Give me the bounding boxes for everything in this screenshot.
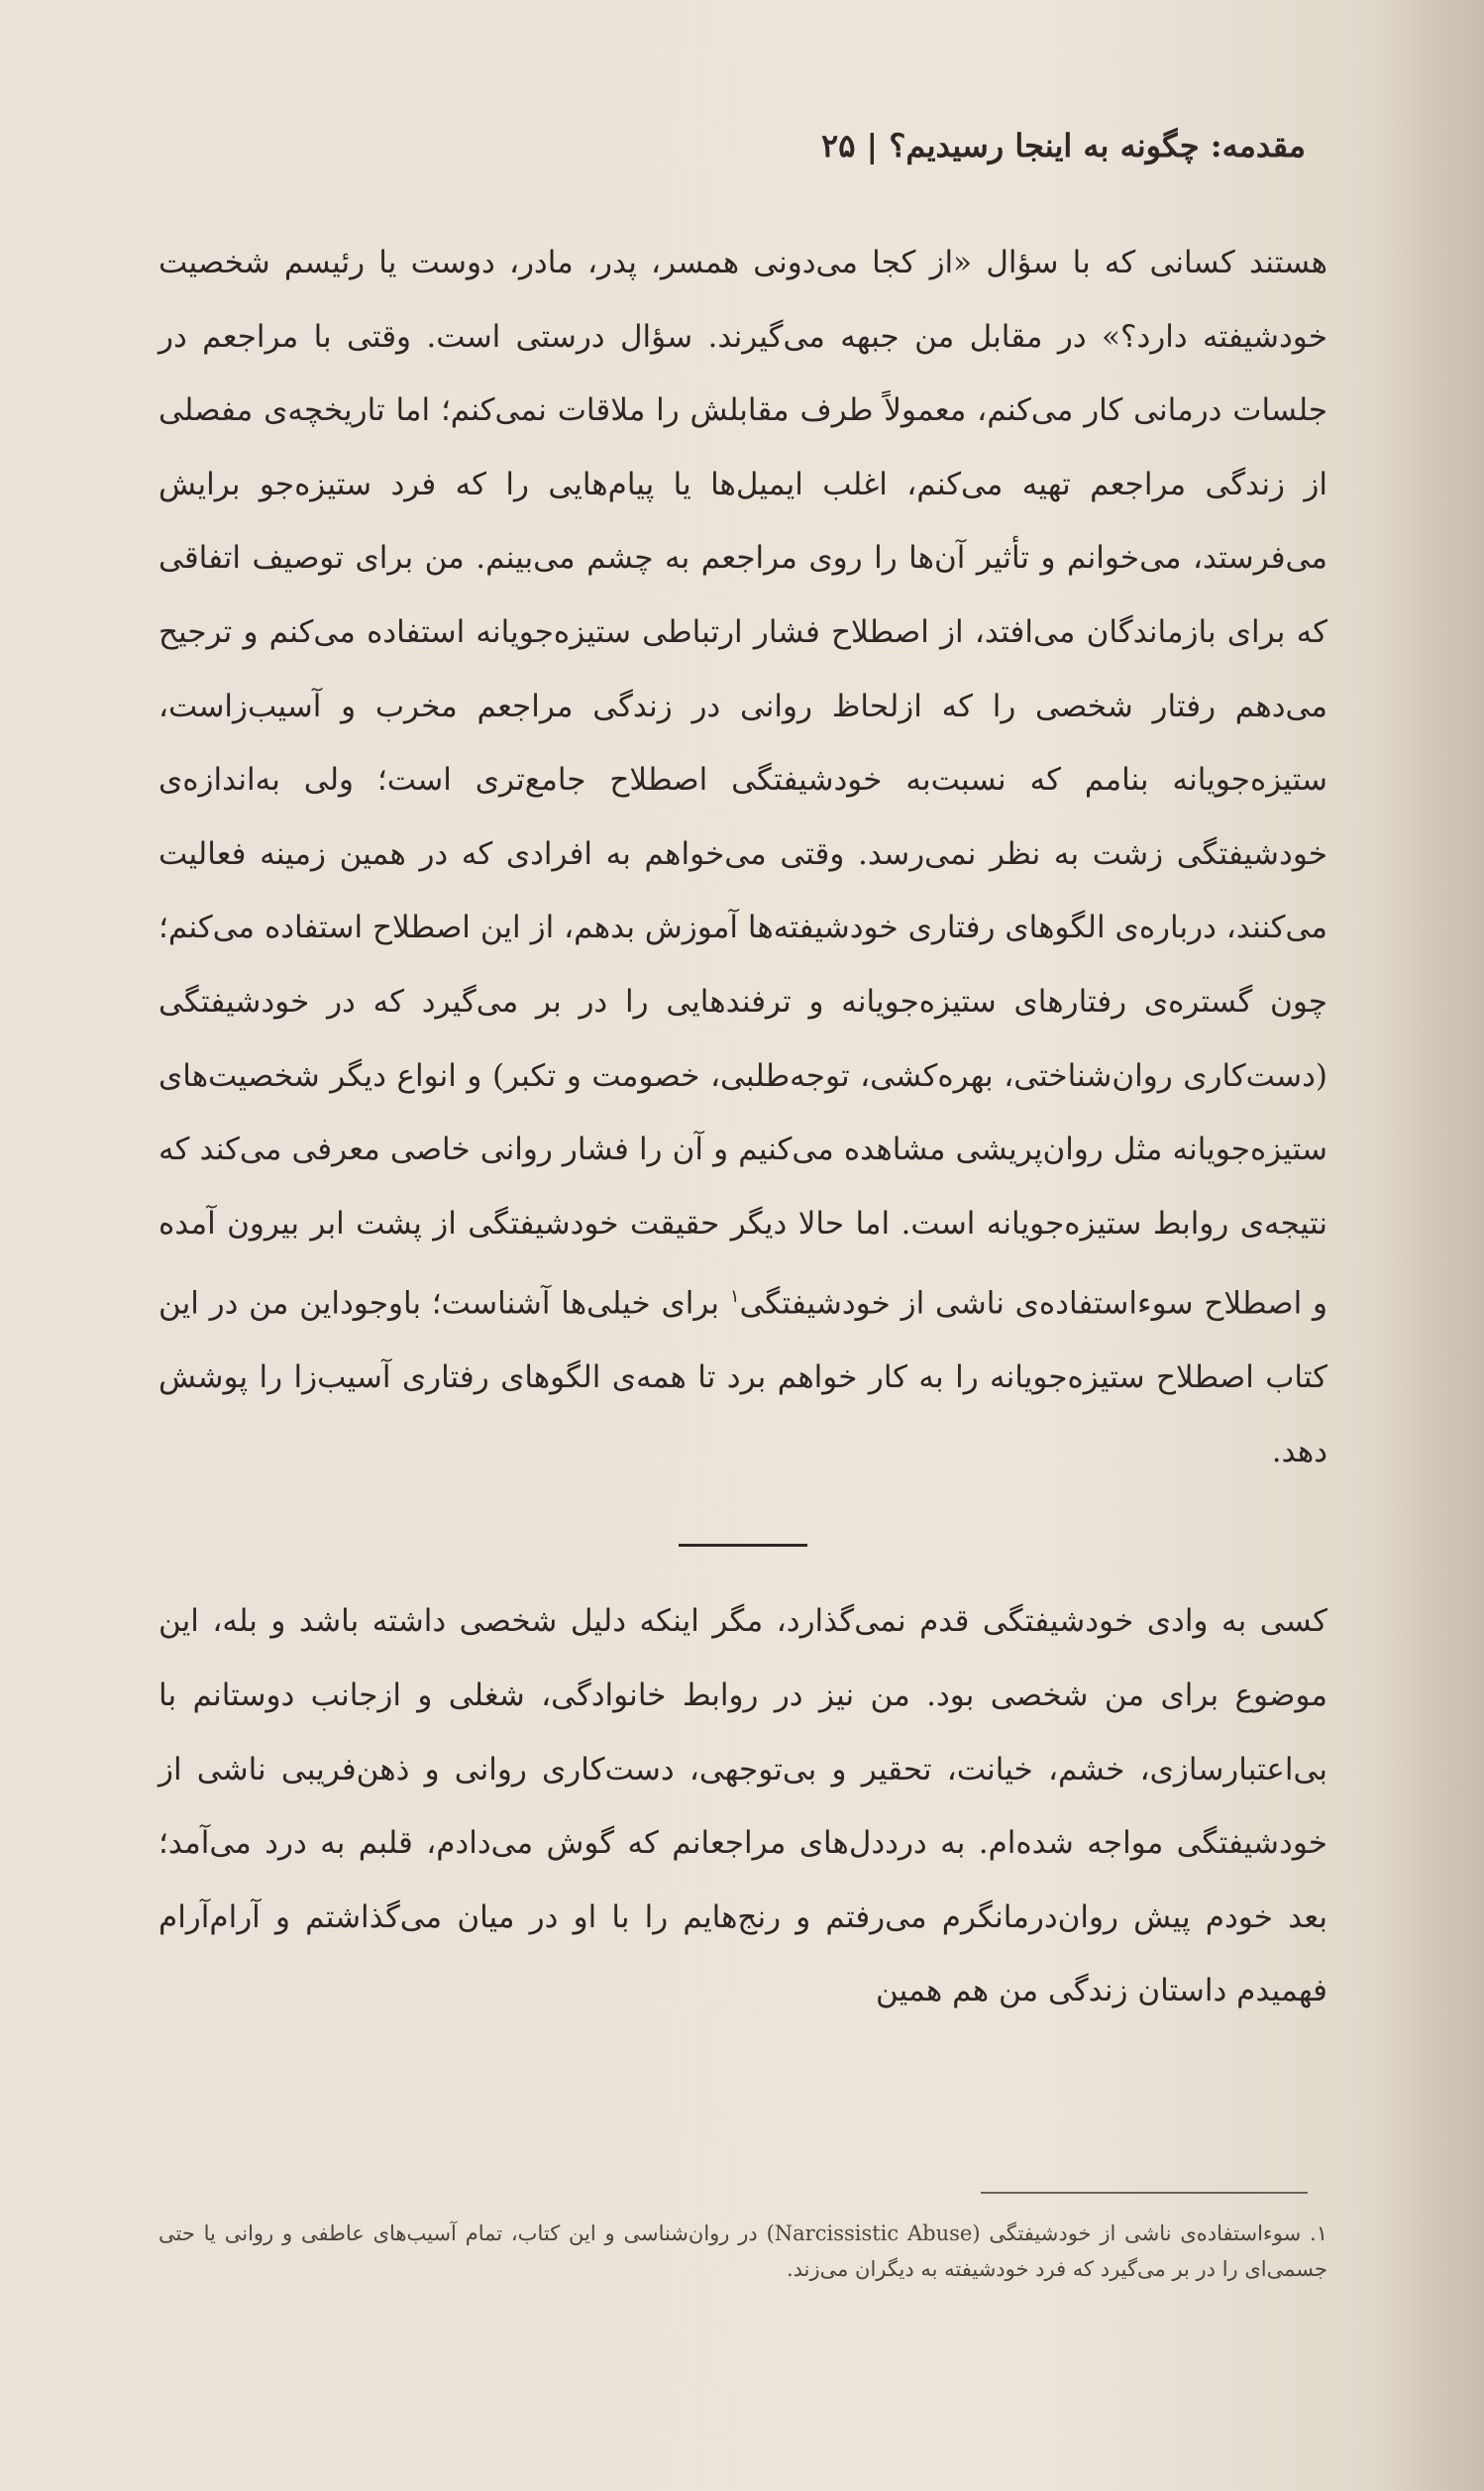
footnote — [159, 2216, 1327, 2287]
footnote-rule — [981, 2192, 1308, 2194]
main-text — [159, 226, 1327, 2028]
running-title: مقدمه: چگونه به اینجا رسیدیم؟ | ۲۵ — [821, 127, 1306, 164]
running-header — [216, 127, 1306, 164]
section-separator — [679, 1544, 807, 1547]
footnote-marker: ۱ — [729, 1286, 740, 1308]
paragraph-text: هستند کسانی که با سؤال «از کجا می‌دونی همسر، پدر، مادر، دوست یا رئیسم شخصیت خودشیفته دارد؟» در مقابل من جبهه می‌گیرند. سؤال درستی است. وقتی با مراجعم در جلسات درمانی کار می‌کنم، معمولاً طرف مقابلش را ملاقات نمی‌کنم؛ اما تاریخچه‌ی مفصلی از زندگی مراجعم تهیه می‌کنم، اغلب ایمیل‌ها یا پیام‌هایی را که فرد ستیزه‌جو برایش می‌فرستد، می‌خوانم و تأثیر آن‌ها را روی مراجعم به چشم می‌بینم. من برای توصیف اتفاقی که برای بازماندگان می‌افتد، از اصطلاح فشار ارتباطی ستیزه‌جویانه استفاده می‌کنم و ترجیح می‌دهم رفتار شخصی را که ازلحاظ روانی در زندگی مراجعم مخرب و آسیب‌زاست، ستیزه‌جویانه بنامم که نسبت‌به خودشیفتگی اصطلاح جامع‌تری است؛ ولی به‌اندازه‌ی خودشیفتگی زشت به نظر نمی‌رسد. وقتی می‌خواهم به افرادی که در همین زمینه فعالیت می‌کنند، درباره‌ی الگوهای رفتاری خودشیفته‌ها آموزش بدهم، از این اصطلاح استفاده می‌کنم؛ چون گستره‌ی رفتارهای ستیزه‌جویانه و ترفندهایی را در بر می‌گیرد که در خودشیفتگی (دست‌کاری روان‌شناختی، بهره‌کشی، توجه‌طلبی، خصومت و تکبر) و انواع دیگر شخصیت‌های ستیزه‌جویانه مثل روان‌پریشی مشاهده می‌کنیم و آن را فشار روانی خاصی معرفی می‌کند که نتیجه‌ی روابط ستیزه‌جویانه است. اما حالا دیگر حقیقت خودشیفتگی از پشت ابر بیرون آمده و اصطلاح سوءاستفاده‌ی ناشی از خودشیفتگی — [159, 245, 1327, 1322]
page-edge-shadow — [1365, 0, 1484, 2491]
paragraph-text-end: برای خیلی‌ها آشناست؛ باوجوداین من در این کتاب اصطلاح ستیزه‌جویانه را به کار خواهم برد تا همه‌ی الگوهای رفتاری آسیب‌زا را پوشش دهد. — [159, 1285, 1327, 1469]
paragraph — [159, 1584, 1327, 2028]
footnote-text: ۱. سوءاستفاده‌ی ناشی از خودشیفتگی (Narcissistic Abuse) در روان‌شناسی و این کتاب، تمام آسیب‌های عاطفی و روانی یا حتی جسمی‌ای را در بر می‌گیرد که فرد خودشیفته به دیگران می‌زند. — [159, 2221, 1328, 2281]
paragraph — [159, 226, 1327, 1488]
paragraph-text: کسی به وادی خودشیفتگی قدم نمی‌گذارد، مگر اینکه دلیل شخصی داشته باشد و بله، این موضوع برای من شخصی بود. من نیز در روابط خانوادگی، شغلی و ازجانب دوستانم با بی‌اعتبارسازی، خشم، خیانت، تحقیر و بی‌توجهی، دست‌کاری روانی و ذهن‌فریبی ناشی از خودشیفتگی مواجه شده‌ام. به درددل‌های مراجعانم که گوش می‌دادم، قلبم به درد می‌آمد؛ بعد خودم پیش روان‌درمانگرم می‌رفتم و رنج‌هایم را با او در میان می‌گذاشتم و آرام‌آرام فهمیدم داستان زندگی من هم همین — [159, 1603, 1327, 2009]
